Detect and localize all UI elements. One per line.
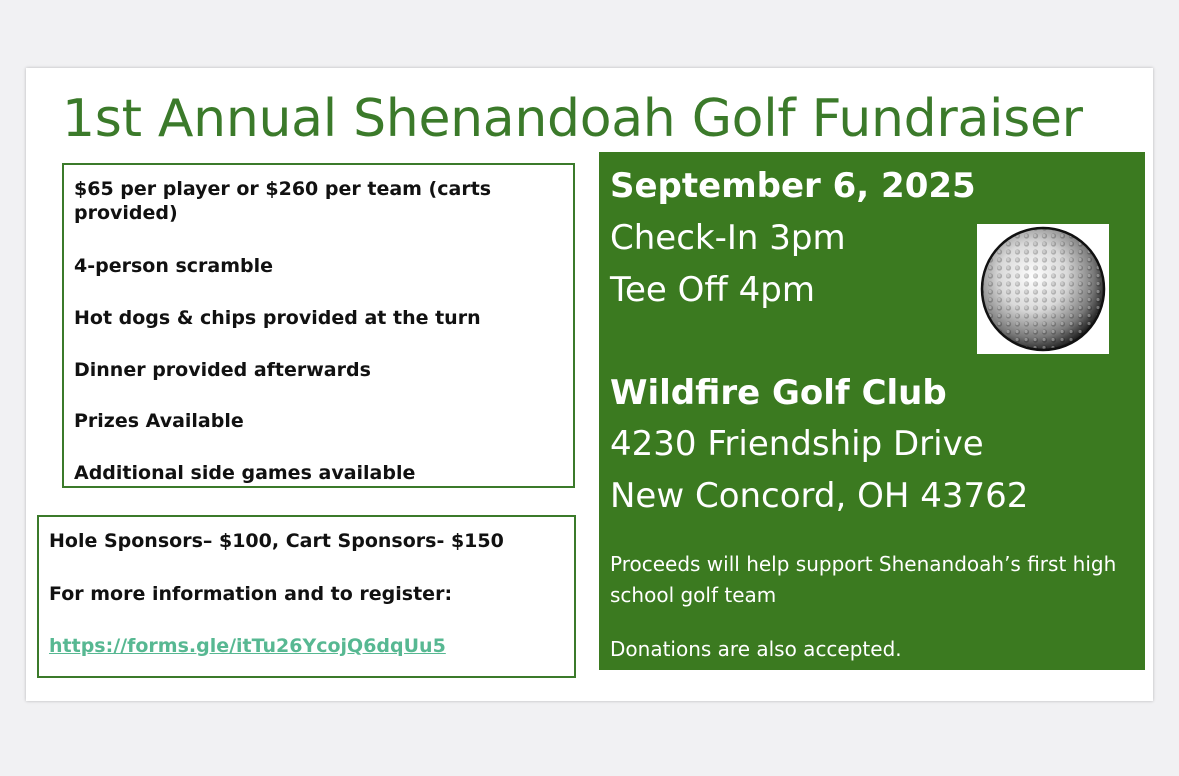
event-date: September 6, 2025 — [610, 166, 976, 206]
side-games-item: Additional side games available — [74, 462, 416, 484]
register-info: For more information and to register: — [49, 583, 453, 605]
venue-street: 4230 Friendship Drive — [610, 424, 984, 464]
venue-city: New Concord, OH 43762 — [610, 476, 1029, 516]
venue-name: Wildfire Golf Club — [610, 373, 947, 413]
price-item: $65 per player or $260 per team (carts provided) — [74, 178, 492, 224]
proceeds-note: Proceeds will help support Shenandoah’s first high school golf team — [610, 552, 1117, 607]
page-title: 1st Annual Shenandoah Golf Fundraiser — [62, 89, 1083, 149]
event-panel — [599, 152, 1145, 670]
food-item: Hot dogs & chips provided at the turn — [74, 307, 481, 329]
golf-ball-icon — [977, 224, 1109, 354]
teeoff-time: Tee Off 4pm — [610, 270, 815, 310]
format-item: 4-person scramble — [74, 255, 274, 277]
details-box — [62, 163, 575, 488]
dinner-item: Dinner provided afterwards — [74, 359, 371, 381]
donations-note: Donations are also accepted. — [610, 637, 902, 661]
sponsor-prices: Hole Sponsors– $100, Cart Sponsors- $150 — [49, 530, 504, 552]
checkin-time: Check-In 3pm — [610, 218, 846, 258]
sponsor-box — [37, 515, 576, 678]
flyer-page — [26, 68, 1153, 701]
prizes-item: Prizes Available — [74, 410, 244, 432]
register-link[interactable]: https://forms.gle/itTu26YcojQ6dqUu5 — [49, 635, 446, 657]
